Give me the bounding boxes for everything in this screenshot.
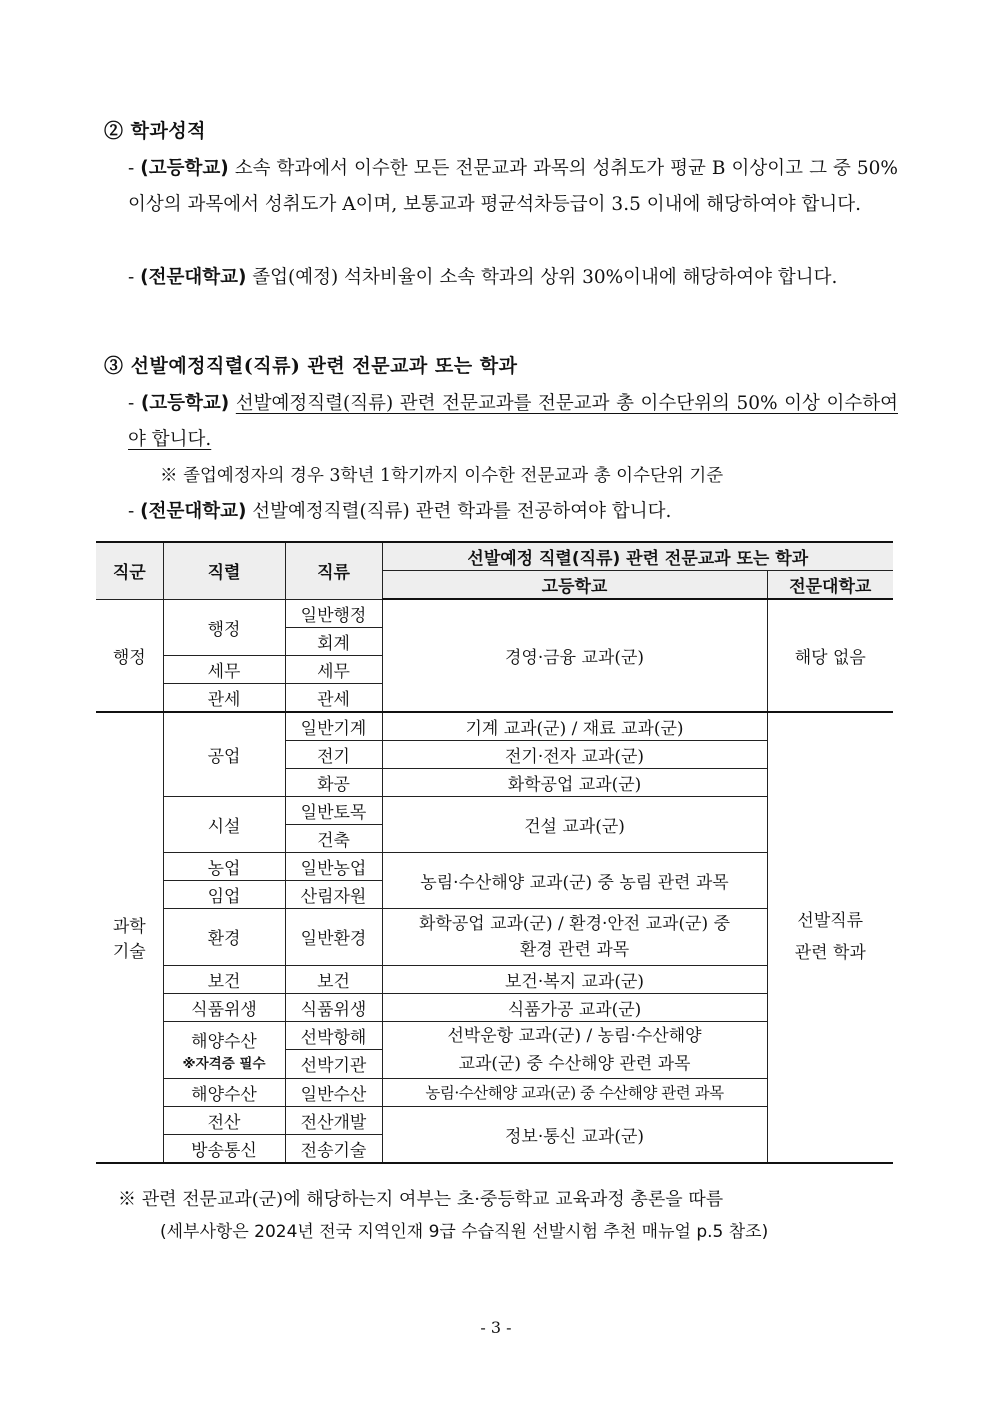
subject-cell [382, 908, 767, 965]
series-cell: 시설 [163, 796, 285, 852]
header-class: 직류 [285, 542, 382, 599]
subject-cell: 전기·전자 교과(군) [382, 740, 767, 768]
grades-item-college: - (전문대학교) 졸업(예정) 석차비율이 소속 학과의 상위 30%이내에 해당하여야 합니다. [128, 267, 838, 288]
item-label: (고등학교) [140, 158, 229, 179]
subject-cell: 경영·금융 교과(군) [382, 599, 767, 712]
series-cell: 행정 [163, 599, 285, 655]
item-text: 졸업(예정) 석차비율이 소속 학과의 상위 30%이내에 해당하여야 합니다. [246, 267, 838, 288]
class-cell: 회계 [285, 627, 382, 655]
class-cell: 세무 [285, 655, 382, 683]
class-cell: 일반환경 [285, 908, 382, 965]
class-cell: 일반행정 [285, 599, 382, 627]
subject-cell: 기계 교과(군) / 재료 교과(군) [382, 712, 767, 741]
series-cell: 임업 [163, 880, 285, 908]
item-label: (전문대학교) [140, 501, 247, 522]
page-number: - 3 - [480, 1318, 512, 1337]
subject-cell: 보건·복지 교과(군) [382, 965, 767, 993]
series-cell: 환경 [163, 908, 285, 965]
class-cell: 관세 [285, 683, 382, 712]
series-cell: 전산 [163, 1106, 285, 1134]
class-cell: 일반수산 [285, 1078, 382, 1106]
subject-line2: 환경 관련 과목 [519, 939, 630, 960]
grades-item-high-school: - (고등학교) 소속 학과에서 이수한 모든 전문교과 과목의 성취도가 평균 B 이상이고 그 중 50% 이상의 과목에서 성취도가 A이며, 보통교과 평균석차등급이 3.5 이내에 해당하여야 합니다. [128, 158, 899, 215]
table-row [96, 599, 893, 627]
related-subject-table [96, 541, 893, 1164]
footnote-line2: (세부사항은 2024년 전국 지역인재 9급 수습직원 선발시험 추천 매뉴얼 p.5 참조) [160, 1222, 769, 1242]
item-text: 선발예정직렬(직류) 관련 학과를 전공하여야 합니다. [246, 501, 672, 522]
table-row [96, 712, 893, 741]
series-label: 해양수산 [191, 1032, 257, 1052]
series-cell [163, 1021, 285, 1078]
subject-cell: 건설 교과(군) [382, 796, 767, 852]
footnote-line1: ※ 관련 전문교과(군)에 해당하는지 여부는 초·중등학교 교육과정 총론을 따름 [118, 1189, 724, 1210]
section-heading-grades: ② 학과성적 [104, 120, 207, 142]
related-item-high-school: - (고등학교) 선발예정직렬(직류) 관련 전문교과를 전문교과 총 이수단위의 50% 이상 이수하여야 합니다. [128, 393, 898, 450]
college-line2: 관련 학과 [794, 943, 866, 963]
series-cell: 세무 [163, 655, 285, 683]
item-label: (전문대학교) [140, 267, 247, 288]
item-label: (고등학교) [140, 393, 230, 414]
class-cell: 화공 [285, 768, 382, 796]
item-text-underlined: 선발예정직렬(직류) 관련 전문교과를 전문교과 총 이수단위의 50% 이상 이수하여야 합니다. [128, 393, 898, 450]
related-note: ※ 졸업예정자의 경우 3학년 1학기까지 이수한 전문교과 총 이수단위 기준 [160, 466, 724, 486]
class-cell: 전산개발 [285, 1106, 382, 1134]
class-cell: 식품위생 [285, 993, 382, 1021]
class-cell: 일반농업 [285, 852, 382, 880]
section-heading-related: ③ 선발예정직렬(직류) 관련 전문교과 또는 학과 [104, 355, 518, 377]
class-cell: 전송기술 [285, 1134, 382, 1163]
header-group: 직군 [96, 542, 163, 599]
header-series: 직렬 [163, 542, 285, 599]
class-cell: 전기 [285, 740, 382, 768]
subject-cell: 정보·통신 교과(군) [382, 1106, 767, 1163]
subject-cell: 농림·수산해양 교과(군) 중 수산해양 관련 과목 [382, 1078, 767, 1106]
series-cell: 보건 [163, 965, 285, 993]
subject-line1: 선박운항 교과(군) / 농림·수산해양 [447, 1025, 702, 1046]
related-item-college: - (전문대학교) 선발예정직렬(직류) 관련 학과를 전공하여야 합니다. [128, 501, 672, 522]
header-related: 선발예정 직렬(직류) 관련 전문교과 또는 학과 [382, 542, 893, 571]
series-cell: 관세 [163, 683, 285, 712]
series-cell: 농업 [163, 852, 285, 880]
group-tech-line1: 과학 [112, 917, 146, 937]
series-cell: 방송통신 [163, 1134, 285, 1163]
class-cell: 일반토목 [285, 796, 382, 824]
subject-cell: 화학공업 교과(군) [382, 768, 767, 796]
class-cell: 선박항해 [285, 1021, 382, 1050]
class-cell: 건축 [285, 824, 382, 852]
subject-line1: 화학공업 교과(군) / 환경·안전 교과(군) 중 [418, 913, 730, 934]
subject-cell [382, 1021, 767, 1078]
college-cell: 해당 없음 [767, 599, 893, 712]
class-cell: 일반기계 [285, 712, 382, 741]
group-tech [96, 712, 163, 1163]
group-tech-line2: 기술 [112, 942, 146, 962]
group-admin: 행정 [96, 599, 163, 712]
item-text: 소속 학과에서 이수한 모든 전문교과 과목의 성취도가 평균 B 이상이고 그 중 50% 이상의 과목에서 성취도가 A이며, 보통교과 평균석차등급이 3.5 이내에 해당하여야 합니다. [128, 158, 899, 215]
subject-line2: 교과(군) 중 수산해양 관련 과목 [458, 1053, 691, 1074]
certificate-required-note: ※자격증 필수 [182, 1056, 266, 1072]
class-cell: 산림자원 [285, 880, 382, 908]
college-line1: 선발직류 [797, 911, 864, 931]
series-cell: 해양수산 [163, 1078, 285, 1106]
table-header-row [96, 542, 893, 571]
class-cell: 보건 [285, 965, 382, 993]
header-high-school: 고등학교 [382, 571, 767, 600]
college-cell [767, 712, 893, 1163]
series-cell: 공업 [163, 712, 285, 797]
subject-cell: 농림·수산해양 교과(군) 중 농림 관련 과목 [382, 852, 767, 908]
series-cell: 식품위생 [163, 993, 285, 1021]
subject-cell: 식품가공 교과(군) [382, 993, 767, 1021]
class-cell: 선박기관 [285, 1050, 382, 1079]
header-college: 전문대학교 [767, 571, 893, 600]
